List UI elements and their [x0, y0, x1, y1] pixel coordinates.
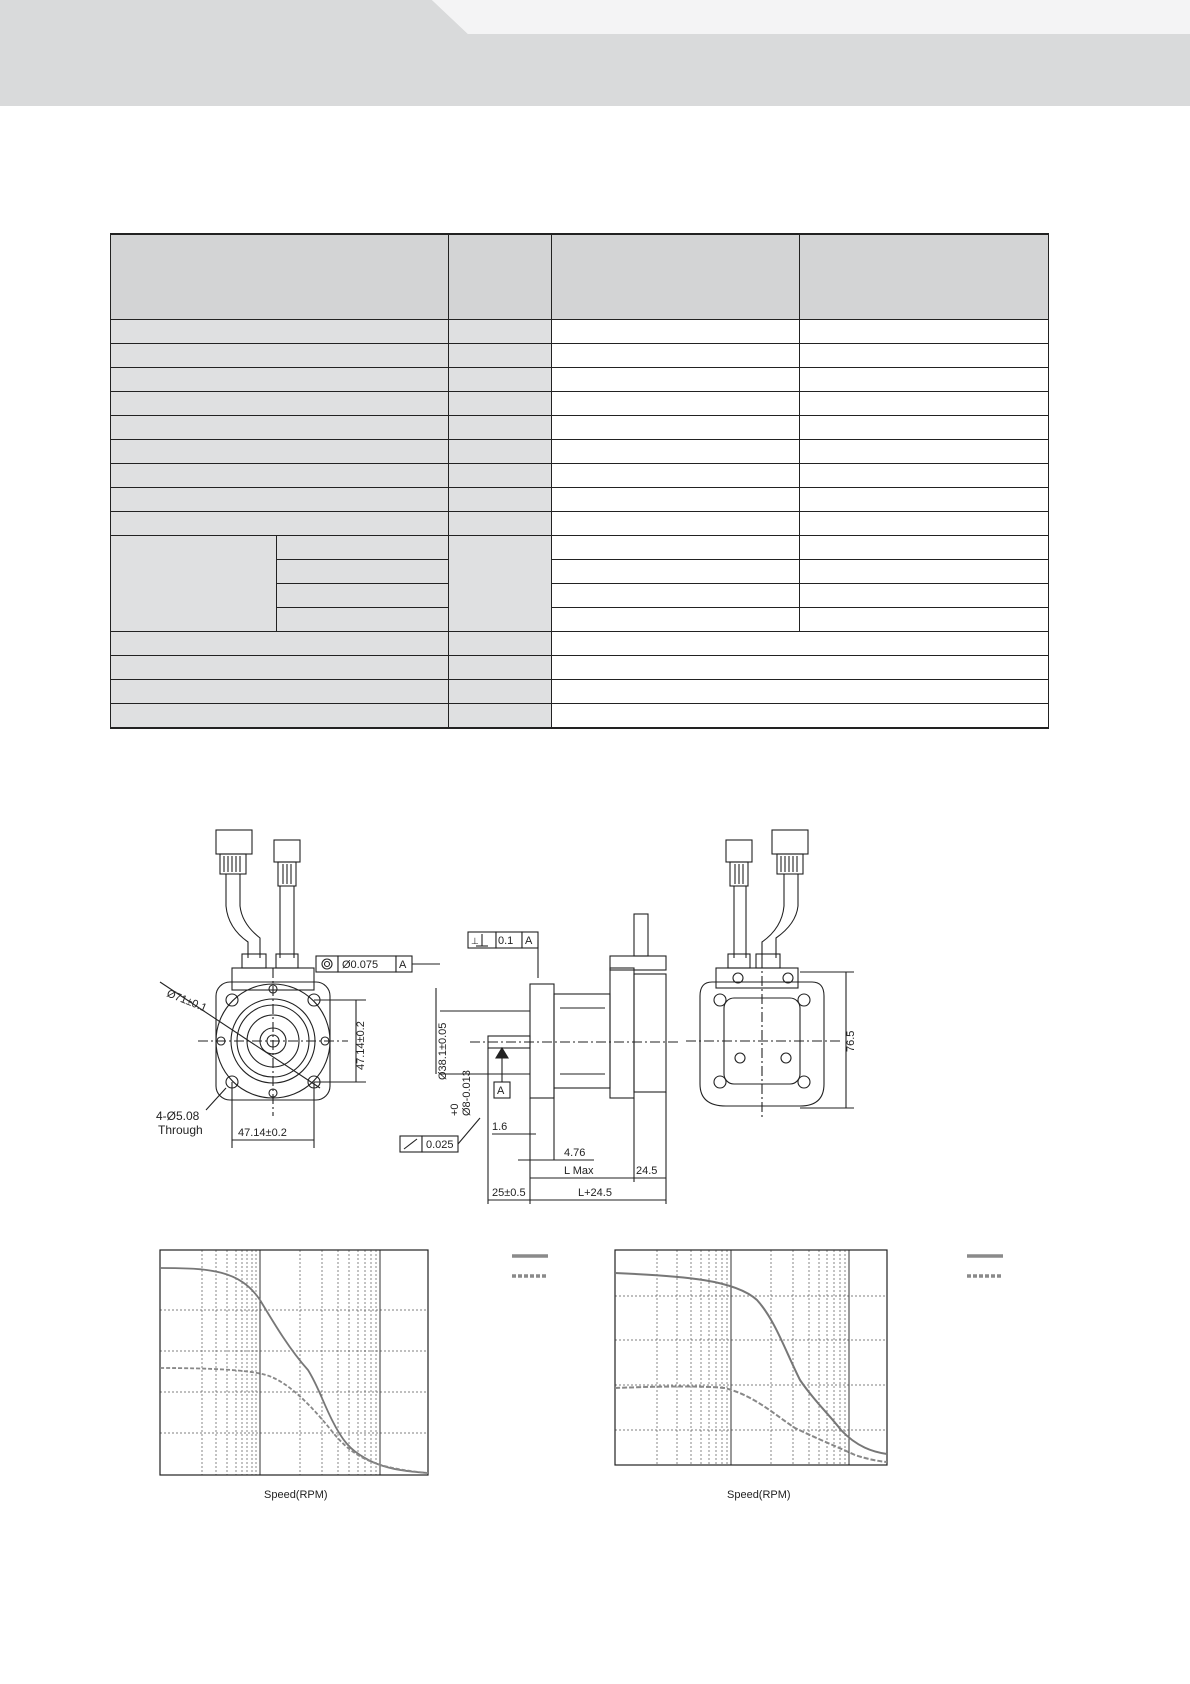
front-diameter-label: Ø71±0.1 — [164, 987, 209, 1015]
table-row — [111, 632, 1049, 656]
spec-table — [110, 233, 1049, 729]
chart-left-xlabel: Speed(RPM) — [264, 1489, 328, 1501]
total-length-label: L+24.5 — [578, 1187, 612, 1199]
shaft-length-label: 25±0.5 — [492, 1187, 526, 1199]
pilot-diameter-label: Ø38.1±0.05 — [437, 1022, 449, 1080]
body-length-label: L Max — [564, 1165, 594, 1177]
table-row — [111, 704, 1049, 729]
side-view — [316, 914, 680, 1204]
table-row — [111, 512, 1049, 536]
header-cell — [449, 234, 552, 320]
table-row — [111, 440, 1049, 464]
table-row — [111, 320, 1049, 344]
rear-view — [686, 830, 857, 1120]
front-holes-label: 4-Ø5.08 — [156, 1109, 200, 1123]
dimension-drawing — [140, 818, 1060, 1218]
table-row — [111, 656, 1049, 680]
header-cell — [552, 234, 800, 320]
flange-thickness-label: 4.76 — [564, 1147, 586, 1159]
header-cell — [111, 234, 449, 320]
perpendicularity-value: 0.1 — [498, 935, 514, 947]
table-row — [111, 488, 1049, 512]
table-row — [111, 368, 1049, 392]
table-row — [111, 464, 1049, 488]
table-row — [111, 680, 1049, 704]
table-row — [111, 392, 1049, 416]
front-horizontal-pitch-label: 47.14±0.2 — [238, 1127, 287, 1139]
front-holes-note: Through — [158, 1123, 203, 1137]
chart-right-xlabel: Speed(RPM) — [727, 1489, 791, 1501]
shaft-tol-lower: Ø8-0.013 — [461, 1070, 473, 1116]
front-view — [156, 830, 367, 1148]
concentricity-datum: A — [399, 959, 407, 971]
svg-text:⊥: ⊥ — [471, 936, 479, 946]
shaft-tol-upper: +0 — [449, 1103, 461, 1116]
table-row — [111, 416, 1049, 440]
table-row — [111, 344, 1049, 368]
concentricity-value: Ø0.075 — [342, 959, 379, 971]
table-row — [111, 536, 1049, 560]
datum-a-label: A — [497, 1085, 505, 1097]
pilot-depth-label: 1.6 — [492, 1121, 508, 1133]
rear-height-label: 76.5 — [845, 1030, 857, 1052]
chart-left-svg — [150, 1240, 630, 1480]
torque-speed-chart-left — [150, 1240, 630, 1520]
header-band — [0, 0, 1190, 106]
torque-speed-chart-right — [605, 1240, 1085, 1520]
header-cell — [800, 234, 1049, 320]
runout-value: 0.025 — [426, 1139, 454, 1151]
rear-length-label: 24.5 — [636, 1165, 658, 1177]
front-vertical-pitch-label: 47.14±0.2 — [355, 1021, 367, 1070]
perpendicularity-datum: A — [525, 935, 533, 947]
spec-table-header — [111, 234, 1049, 320]
chart-right-svg — [605, 1240, 1085, 1480]
